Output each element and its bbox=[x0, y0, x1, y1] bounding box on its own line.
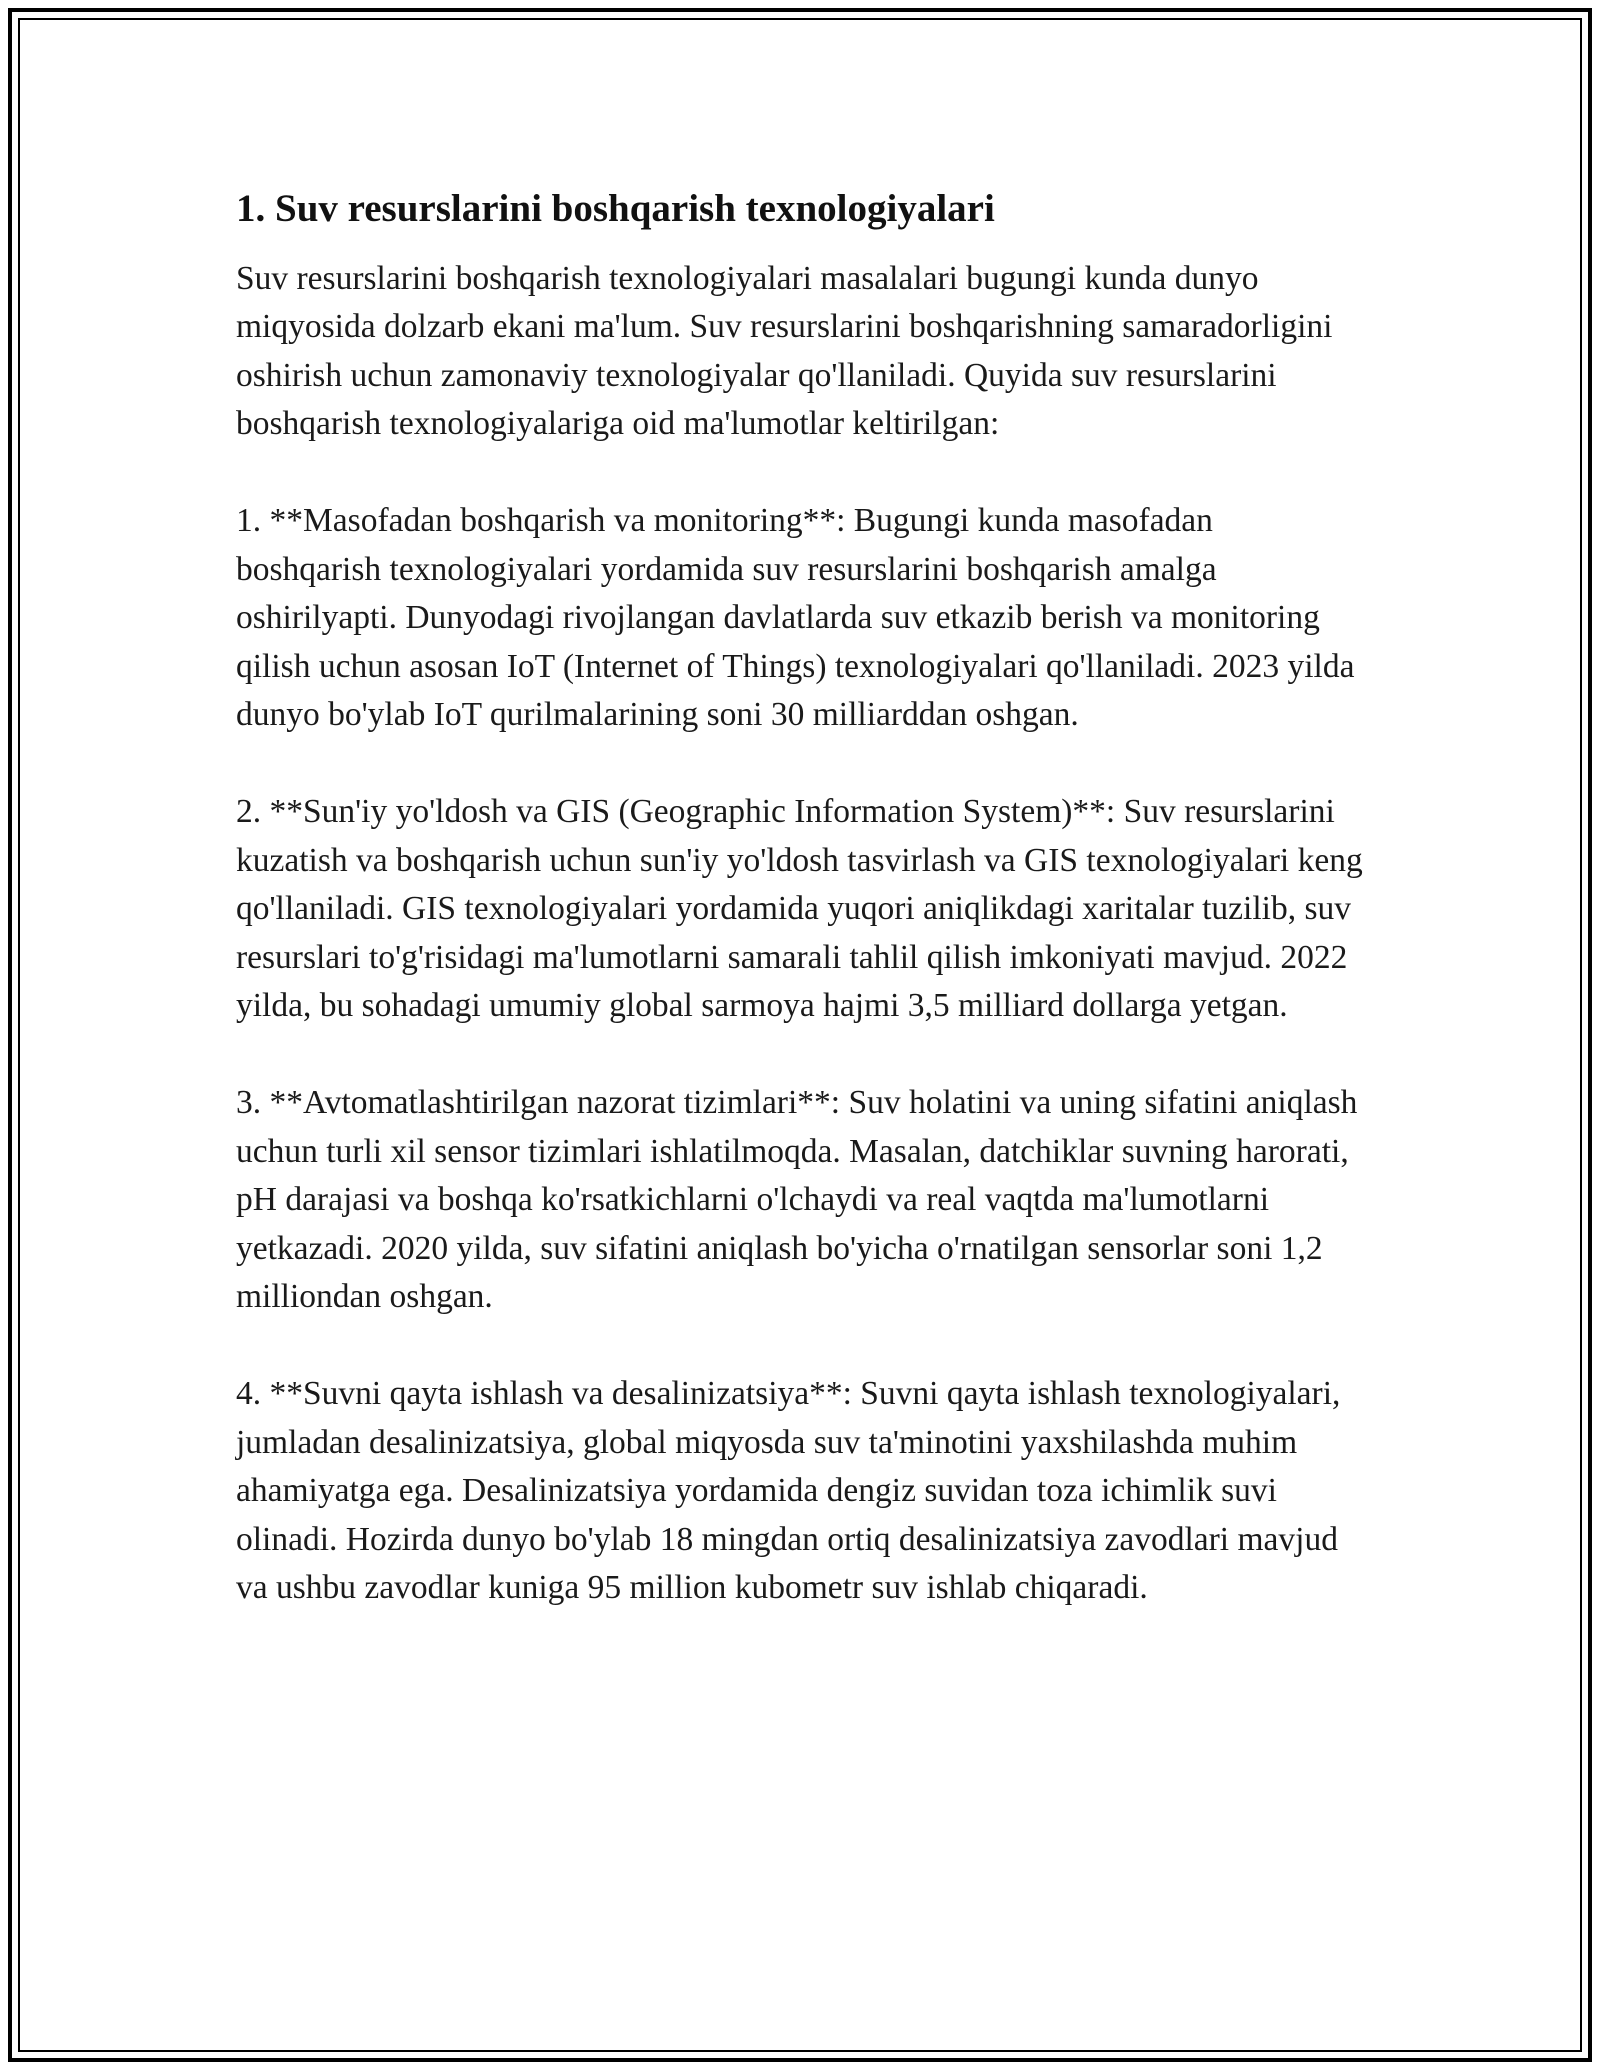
list-item-remote-monitoring: 1. **Masofadan boshqarish va monitoring**: Bugungi kunda masofadan boshqarish texnologiyalari yordamida suv resurslarini boshqarish amalga oshirilyapti. Dunyodagi rivojlangan davlatlarda suv etkazib berish va monitoring qilish uchun asosan IoT (Internet of Things) texnologiyalari qo'llaniladi. 2023 yilda dunyo bo'ylab IoT qurilmalarining soni 30 milliarddan oshgan. bbox=[236, 502, 1355, 734]
list-item-satellite-gis: 2. **Sun'iy yo'ldosh va GIS (Geographic Information System)**: Suv resurslarini kuzatish va boshqarish uchun sun'iy yo'ldosh tasvirlash va GIS texnologiyalari keng qo'llaniladi. GIS texnologiyalari yordamida yuqori aniqlikdagi xaritalar tuzilib, suv resurslari to'g'risidagi ma'lumotlarni samarali tahlil qilish imkoniyati mavjud. 2022 yilda, bu sohadagi umumiy global sarmoya hajmi 3,5 milliard dollarga yetgan. bbox=[236, 793, 1363, 1025]
list-item-automated-control: 3. **Avtomatlashtirilgan nazorat tizimlari**: Suv holatini va uning sifatini aniqlash uchun turli xil sensor tizimlari ishlatilmoqda. Masalan, datchiklar suvning harorati, pH darajasi va boshqa ko'rsatkichlarni o'lchaydi va real vaqtda ma'lumotlarni yetkazadi. 2020 yilda, suv sifatini aniqlash bo'yicha o'rnatilgan sensorlar soni 1,2 milliondan oshgan. bbox=[236, 1084, 1358, 1316]
intro-paragraph: Suv resurslarini boshqarish texnologiyalari masalalari bugungi kunda dunyo miqyosida dolzarb ekani ma'lum. Suv resurslarini boshqarishning samaradorligini oshirish uchun zamonaviy texnologiyalar qo'llaniladi. Quyida suv resurslarini boshqarish texnologiyalariga oid ma'lumotlar keltirilgan: bbox=[236, 259, 1333, 443]
document-title: 1. Suv resurslarini boshqarish texnologiyalari bbox=[236, 187, 995, 230]
document-body bbox=[236, 186, 1366, 1661]
list-item-desalination: 4. **Suvni qayta ishlash va desalinizatsiya**: Suvni qayta ishlash texnologiyalari, jumladan desalinizatsiya, global miqyosda suv ta'minotini yaxshilashda muhim ahamiyatga ega. Desalinizatsiya yordamida dengiz suvidan toza ichimlik suvi olinadi. Hozirda dunyo bo'ylab 18 mingdan ortiq desalinizatsiya zavodlari mavjud va ushbu zavodlar kuniga 95 million kubometr suv ishlab chiqaradi. bbox=[236, 1375, 1341, 1607]
